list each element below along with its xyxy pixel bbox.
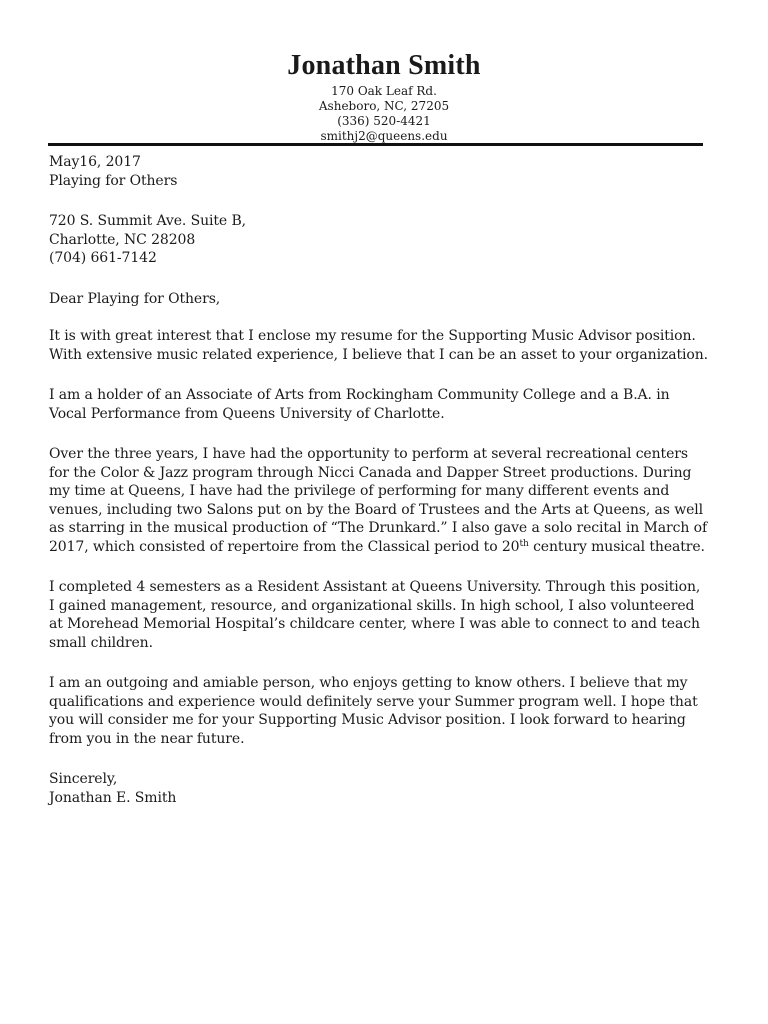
paragraph-3-text: Over the three years, I have had the opportunity to perform at several recreational centers for the Color & Jazz program through Nicci Canada and Dapper Street productions. During my time at Queens, I have had the privilege of performing for many different events and venues, including two Salons put on by the Board of Trustees and the Arts at Queens, as well as starring in the musical production of “The Drunkard.” I also gave a solo recital in March of 2017, which consisted of repertoire from the Classical period to 20 [49, 446, 708, 555]
sender-address-line1: 170 Oak Leaf Rd. [331, 84, 437, 98]
letter-date: May16, 2017 [49, 154, 141, 170]
sender-address-line2: Asheboro, NC, 27205 [318, 99, 450, 113]
sender-name: Jonathan Smith [287, 50, 481, 81]
signature-name: Jonathan E. Smith [49, 789, 177, 806]
letter-body [49, 153, 709, 807]
sender-phone: (336) 520-4421 [337, 114, 431, 128]
recipient-street: 720 S. Summit Ave. Suite B, [49, 213, 246, 229]
paragraph-2: I am a holder of an Associate of Arts from Rockingham Community College and a B.A. in Vocal Performance from Queens University of Charlotte. [49, 387, 670, 422]
date-block [49, 153, 709, 190]
recipient-city: Charlotte, NC 28208 [49, 231, 196, 248]
organization-name: Playing for Others [49, 172, 178, 189]
paragraph-4: I completed 4 semesters as a Resident Assistant at Queens University. Through this position, I gained management, resource, and organizational skills. In high school, I also volunteered at Morehead Memorial Hospital’s childcare center, where I was able to connect to and teach small children. [49, 579, 701, 651]
paragraph-3-text-end: century musical theatre. [528, 538, 705, 555]
letterhead [0, 48, 768, 144]
closing: Sincerely, [49, 771, 118, 787]
ordinal-superscript: th [519, 538, 529, 549]
paragraph-1: It is with great interest that I enclose my resume for the Supporting Music Advisor position. With extensive music related experience, I believe that I can be an asset to your organization. [49, 328, 708, 363]
header-divider [48, 143, 703, 146]
recipient-phone: (704) 661-7142 [49, 250, 157, 266]
closing-block [49, 770, 709, 807]
paragraph-3 [49, 445, 709, 556]
sender-email: smithj2@queens.edu [320, 129, 448, 143]
salutation: Dear Playing for Others, [49, 290, 221, 307]
recipient-address [49, 212, 709, 268]
paragraph-5: I am an outgoing and amiable person, who enjoys getting to know others. I believe that my qualifications and experience would definitely serve your Summer program well. I hope that you will consider me for your Supporting Music Advisor position. I look forward to hearing from you in the near future. [49, 675, 698, 747]
